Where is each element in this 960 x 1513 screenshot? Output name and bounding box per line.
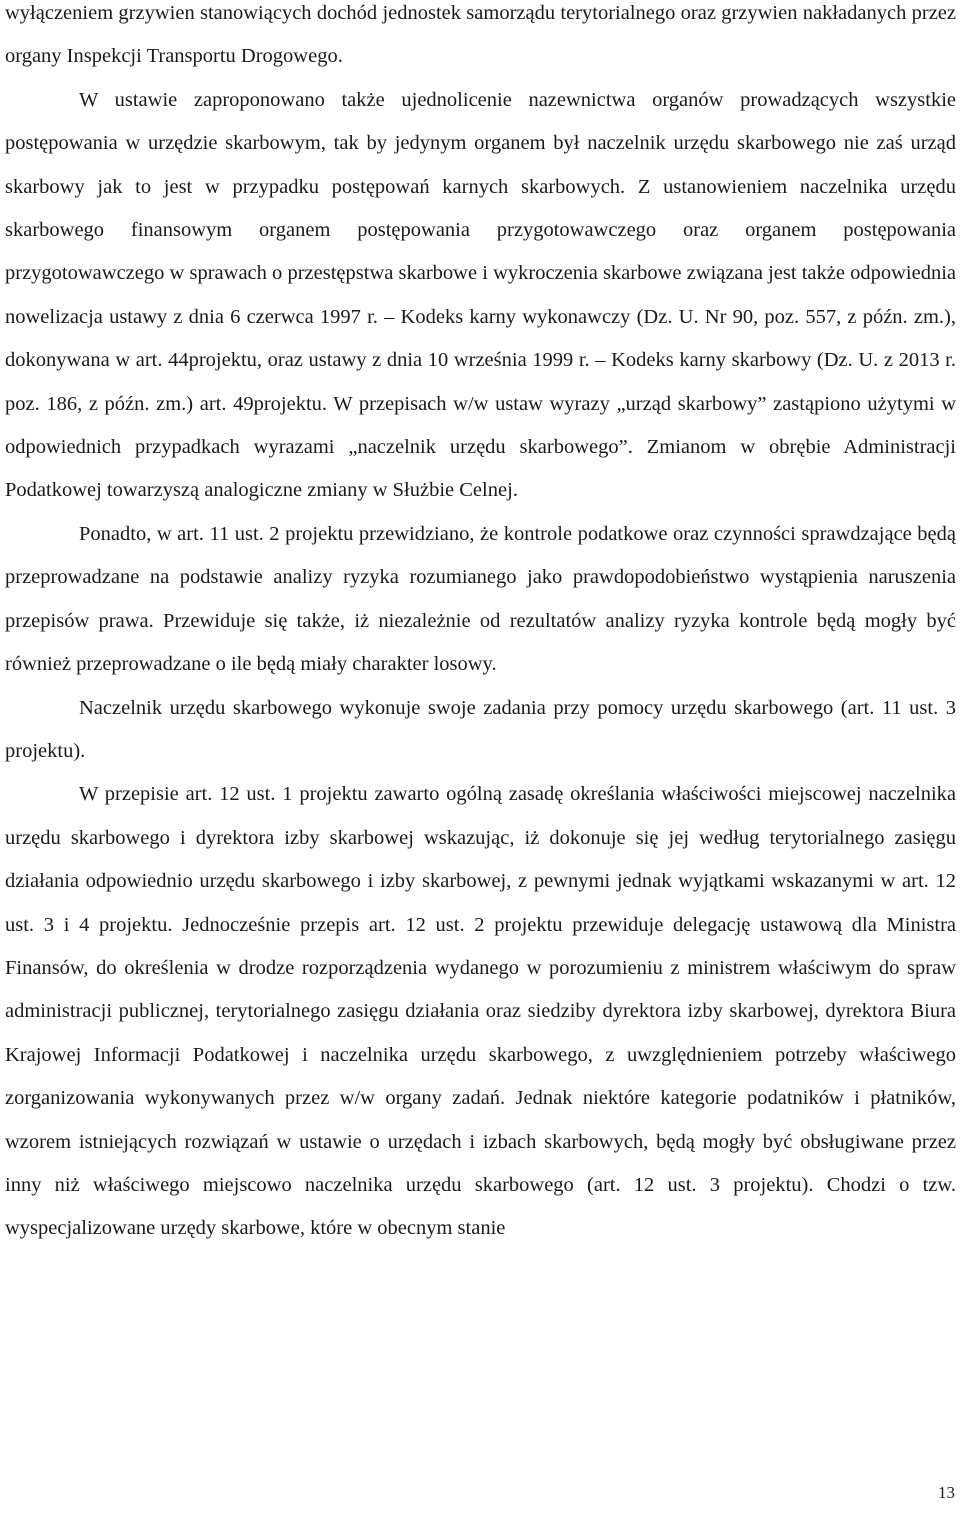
paragraph-wlasciwosc: W przepisie art. 12 ust. 1 projektu zawarto ogólną zasadę określania właściwości miejscowej naczelnika urzędu skarbowego i dyrektora izby skarbowej wskazując, iż dokonuje się jej według terytorialnego zasięgu działania odpowiednio urzędu skarbowego i izby skarbowej, z pewnymi jednak wyjątkami wskazanymi w art. 12 ust. 3 i 4 projektu. Jednocześnie przepis art. 12 ust. 2 projektu przewiduje delegację ustawową dla Ministra Finansów, do określenia w drodze rozporządzenia wydanego w porozumieniu z ministrem właściwym do spraw administracji publicznej, terytorialnego zasięgu działania oraz siedziby dyrektora izby skarbowej, dyrektora Biura Krajowej Informacji Podatkowej i naczelnika urzędu skarbowego, z uwzględnieniem potrzeby właściwego zorganizowania wykonywanych przez w/w organy zadań. Jednak niektóre kategorie podatników i płatników, wzorem istniejących rozwiązań w ustawie o urzędach i izbach skarbowych, będą mogły być obsługiwane przez inny niż właściwego miejscowo naczelnika urzędu skarbowego (art. 12 ust. 3 projektu). Chodzi o tzw. wyspecjalizowane urzędy skarbowe, które w obecnym stanie: [5, 783, 956, 1240]
paragraph-nazewnictwo: W ustawie zaproponowano także ujednolicenie nazewnictwa organów prowadzących wszystkie postępowania w urzędzie skarbowym, tak by jedynym organem był naczelnik urzędu skarbowego nie zaś urząd skarbowy jak to jest w przypadku postępowań karnych skarbowych. Z ustanowieniem naczelnika urzędu skarbowego finansowym organem postępowania przygotowawczego oraz organem postępowania przygotowawczego w sprawach o przestępstwa skarbowe i wykroczenia skarbowe związana jest także odpowiednia nowelizacja ustawy z dnia 6 czerwca 1997 r. – Kodeks karny wykonawczy (Dz. U. Nr 90, poz. 557, z późn. zm.), dokonywana w art. 44projektu, oraz ustawy z dnia 10 września 1999 r. – Kodeks karny skarbowy (Dz. U. z 2013 r. poz. 186, z późn. zm.) art. 49projektu. W przepisach w/w ustaw wyrazy „urząd skarbowy” zastąpiono użytymi w odpowiednich przypadkach wyrazami „naczelnik urzędu skarbowego”. Zmianom w obrębie Administracji Podatkowej towarzyszą analogiczne zmiany w Służbie Celnej.: [5, 88, 956, 502]
paragraph-kontrole: Ponadto, w art. 11 ust. 2 projektu przewidziano, że kontrole podatkowe oraz czynności sprawdzające będą przeprowadzane na podstawie analizy ryzyka rozumianego jako prawdopodobieństwo wystąpienia naruszenia przepisów prawa. Przewiduje się także, iż niezależnie od rezultatów analizy ryzyka kontrole będą mogły być również przeprowadzane o ile będą miały charakter losowy.: [5, 522, 956, 676]
paragraph-continuation: wyłączeniem grzywien stanowiących dochód jednostek samorządu terytorialnego oraz grzywien nakładanych przez organy Inspekcji Transportu Drogowego.: [5, 2, 956, 68]
page-number: 13: [938, 1483, 955, 1502]
paragraph-naczelnik: Naczelnik urzędu skarbowego wykonuje swoje zadania przy pomocy urzędu skarbowego (art. 11 ust. 3 projektu).: [5, 696, 956, 762]
document-body: [5, 0, 956, 1251]
